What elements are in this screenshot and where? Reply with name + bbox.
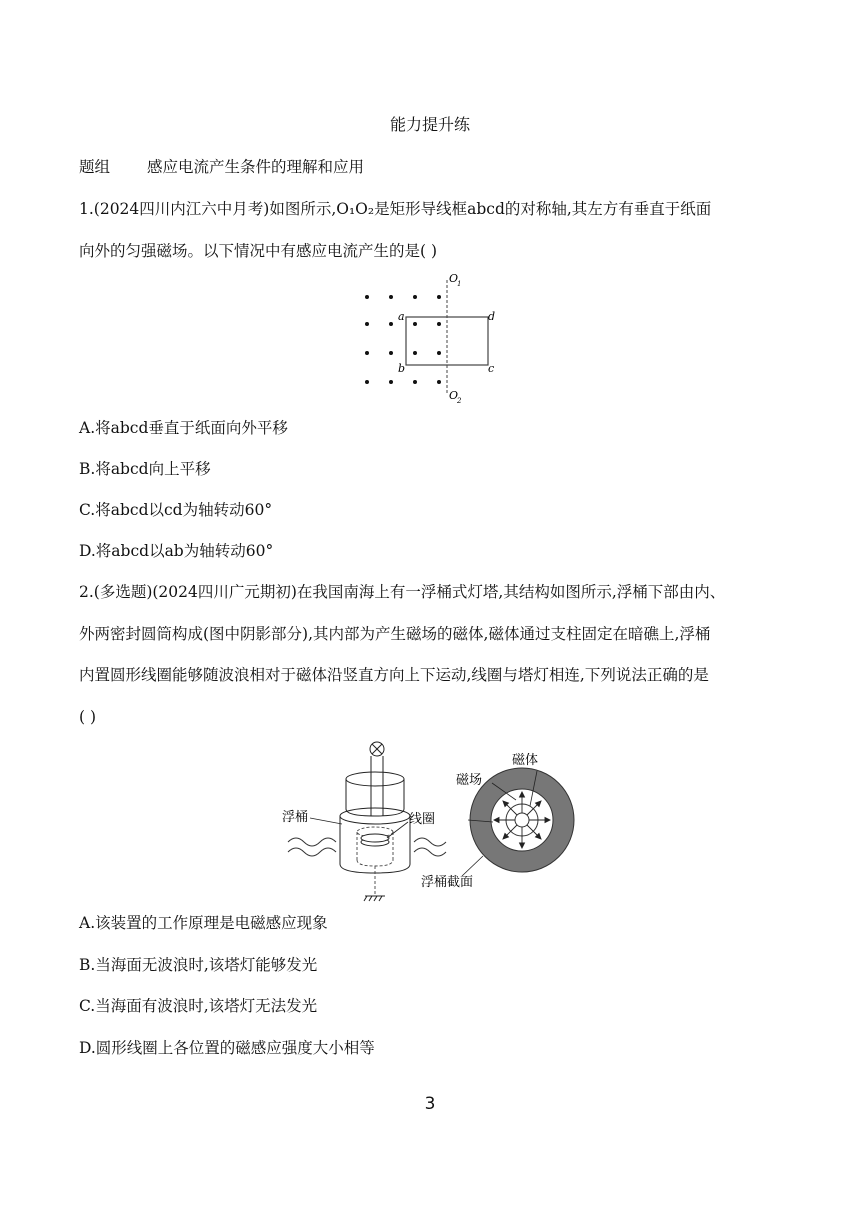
label-float: 浮桶 [282, 810, 309, 825]
float-upper-cylinder [346, 772, 404, 809]
float-cross-section [470, 768, 574, 872]
label-b: b [398, 362, 406, 375]
q1-option-c: C.将abcd以cd为轴转动60° [79, 501, 273, 519]
q1-option-a: A.将abcd垂直于纸面向外平移 [79, 419, 288, 437]
q2-option-c: C.当海面有波浪时,该塔灯无法发光 [79, 997, 318, 1015]
ground-support-icon [364, 896, 385, 901]
q2-stem-line4: ( ) [79, 708, 97, 726]
page-number: 3 [424, 1094, 436, 1114]
q2-figure [280, 736, 585, 904]
q2-stem-line2: 外两密封圆筒构成(图中阴影部分),其内部为产生磁场的磁体,磁体通过支柱固定在暗礁上,浮桶 [79, 625, 711, 643]
coil-icon [361, 834, 389, 846]
label-o2: O [449, 389, 459, 402]
section-title: 能力提升练 [389, 115, 470, 134]
q2-option-a: A.该装置的工作原理是电磁感应现象 [79, 914, 328, 932]
q1-figure [355, 266, 515, 408]
label-o1-sub: 1 [457, 280, 462, 288]
group-title: 感应电流产生条件的理解和应用 [147, 158, 365, 176]
q2-option-b: B.当海面无波浪时,该塔灯能够发光 [79, 956, 318, 974]
label-field: 磁场 [456, 773, 483, 788]
label-c: c [488, 362, 495, 375]
lamp-icon [370, 742, 384, 756]
label-coil: 线圈 [409, 812, 436, 827]
label-d: d [488, 310, 496, 323]
q1-stem-line1: 1.(2024四川内江六中月考)如图所示,O₁O₂是矩形导线框abcd的对称轴,其左方有垂直于纸面 [79, 200, 712, 218]
group-label: 题组 [79, 158, 111, 176]
q2-stem-line3: 内置圆形线圈能够随波浪相对于磁体沿竖直方向上下运动,线圈与塔灯相连,下列说法正确的是 [79, 666, 709, 684]
label-section: 浮桶截面 [421, 875, 474, 890]
q1-option-d: D.将abcd以ab为轴转动60° [79, 542, 274, 560]
label-o1: O [449, 272, 459, 285]
label-a: a [398, 310, 405, 323]
q1-option-b: B.将abcd向上平移 [79, 460, 211, 478]
label-o2-sub: 2 [457, 397, 462, 405]
q2-stem-line1: 2.(多选题)(2024四川广元期初)在我国南海上有一浮桶式灯塔,其结构如图所示,浮桶下部由内、 [79, 583, 726, 601]
label-magnet: 磁体 [512, 753, 539, 768]
q1-stem-line2: 向外的匀强磁场。以下情况中有感应电流产生的是( ) [79, 242, 438, 260]
q2-option-d: D.圆形线圈上各位置的磁感应强度大小相等 [79, 1039, 375, 1057]
